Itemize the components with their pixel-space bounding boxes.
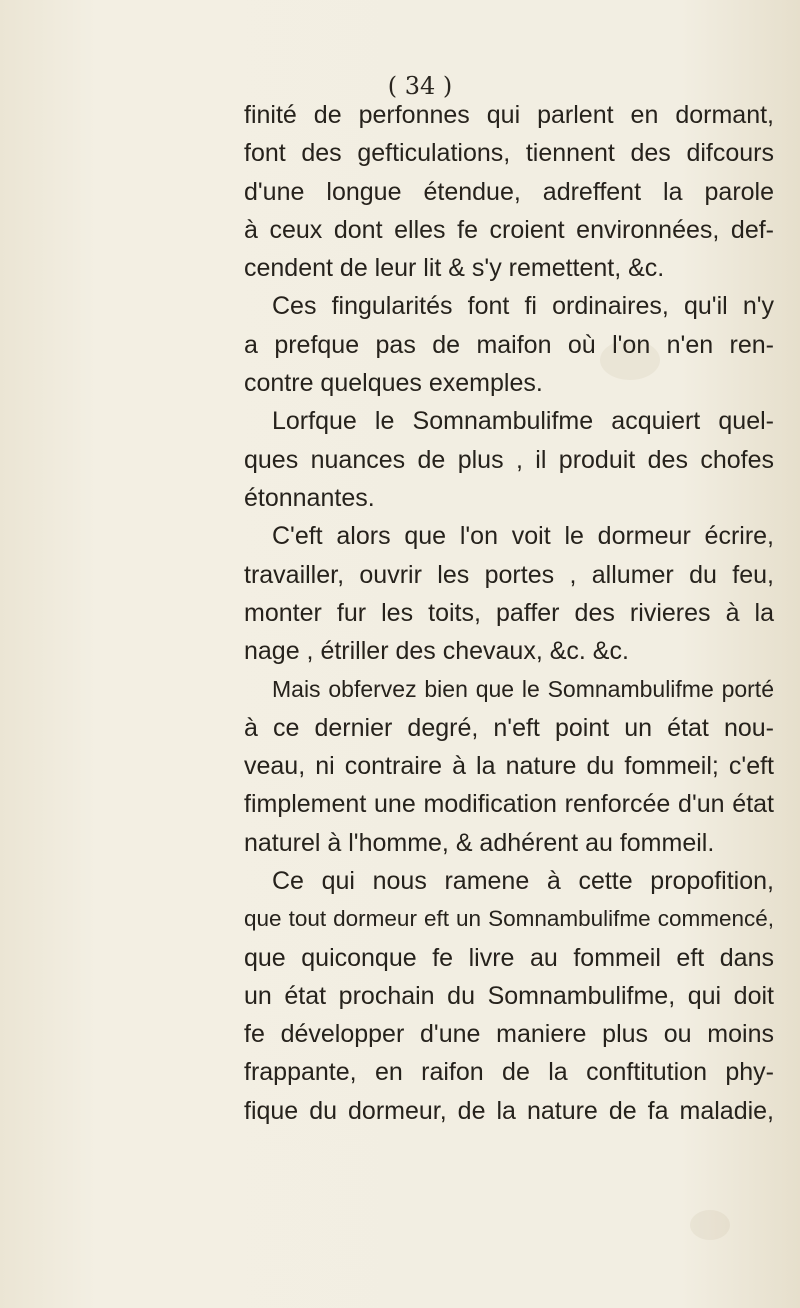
text-line: Ce qui nous ramene à cette propofition, [272,866,774,895]
text-line: à ce dernier degré, n'eft point un état nou- [244,713,774,742]
text-line: fimplement une modification renforcée d'un état [244,790,774,819]
text-line: travailler, ouvrir les portes , allumer du feu, [244,560,774,589]
text-line: naturel à l'homme, & adhérent au fommeil. [244,828,715,857]
text-line: frappante, en raifon de la conftitution phy- [244,1058,774,1087]
text-line: fe développer d'une maniere plus ou moins [244,1020,774,1049]
text-line: a prefque pas de maifon où l'on n'en ren- [244,330,774,359]
text-line: nage , étriller des chevaux, &c. &c. [244,637,629,666]
text-line: Ces fingularités font fi ordinaires, qu'il n'y [272,292,774,321]
text-line: finité de perfonnes qui parlent en dormant, [244,101,774,129]
text-line: Mais obfervez bien que le Somnambulifme porté [272,676,774,703]
text-line: que quiconque fe livre au fommeil eft dans [244,943,774,972]
text-line: que tout dormeur eft un Somnambulifme commencé, [244,906,774,932]
page-number: ( 34 ) [387,72,453,100]
text-line: contre quelques exemples. [244,369,543,398]
text-line: Lorfque le Somnambulifme acquiert quel- [272,407,774,436]
text-line: monter fur les toits, paffer des rivieres à la [244,598,774,627]
text-line: cendent de leur lit & s'y remettent, &c. [244,254,665,283]
text-line: font des gefticulations, tiennent des difcours [244,139,774,168]
text-line: d'une longue étendue, adreffent la parole [244,177,774,206]
text-line: à ceux dont elles fe croient environnées, def- [244,215,774,244]
text-line: fique du dormeur, de la nature de fa maladie, [244,1096,774,1125]
text-line: ques nuances de plus , il produit des chofes [244,445,774,474]
text-line: veau, ni contraire à la nature du fommeil; c'eft [244,752,774,781]
text-line: étonnantes. [244,483,375,512]
body-text [244,96,774,1130]
text-line: C'eft alors que l'on voit le dormeur écrire, [272,522,774,551]
text-line: un état prochain du Somnambulifme, qui doit [244,981,774,1010]
paper-stain [690,1210,730,1240]
